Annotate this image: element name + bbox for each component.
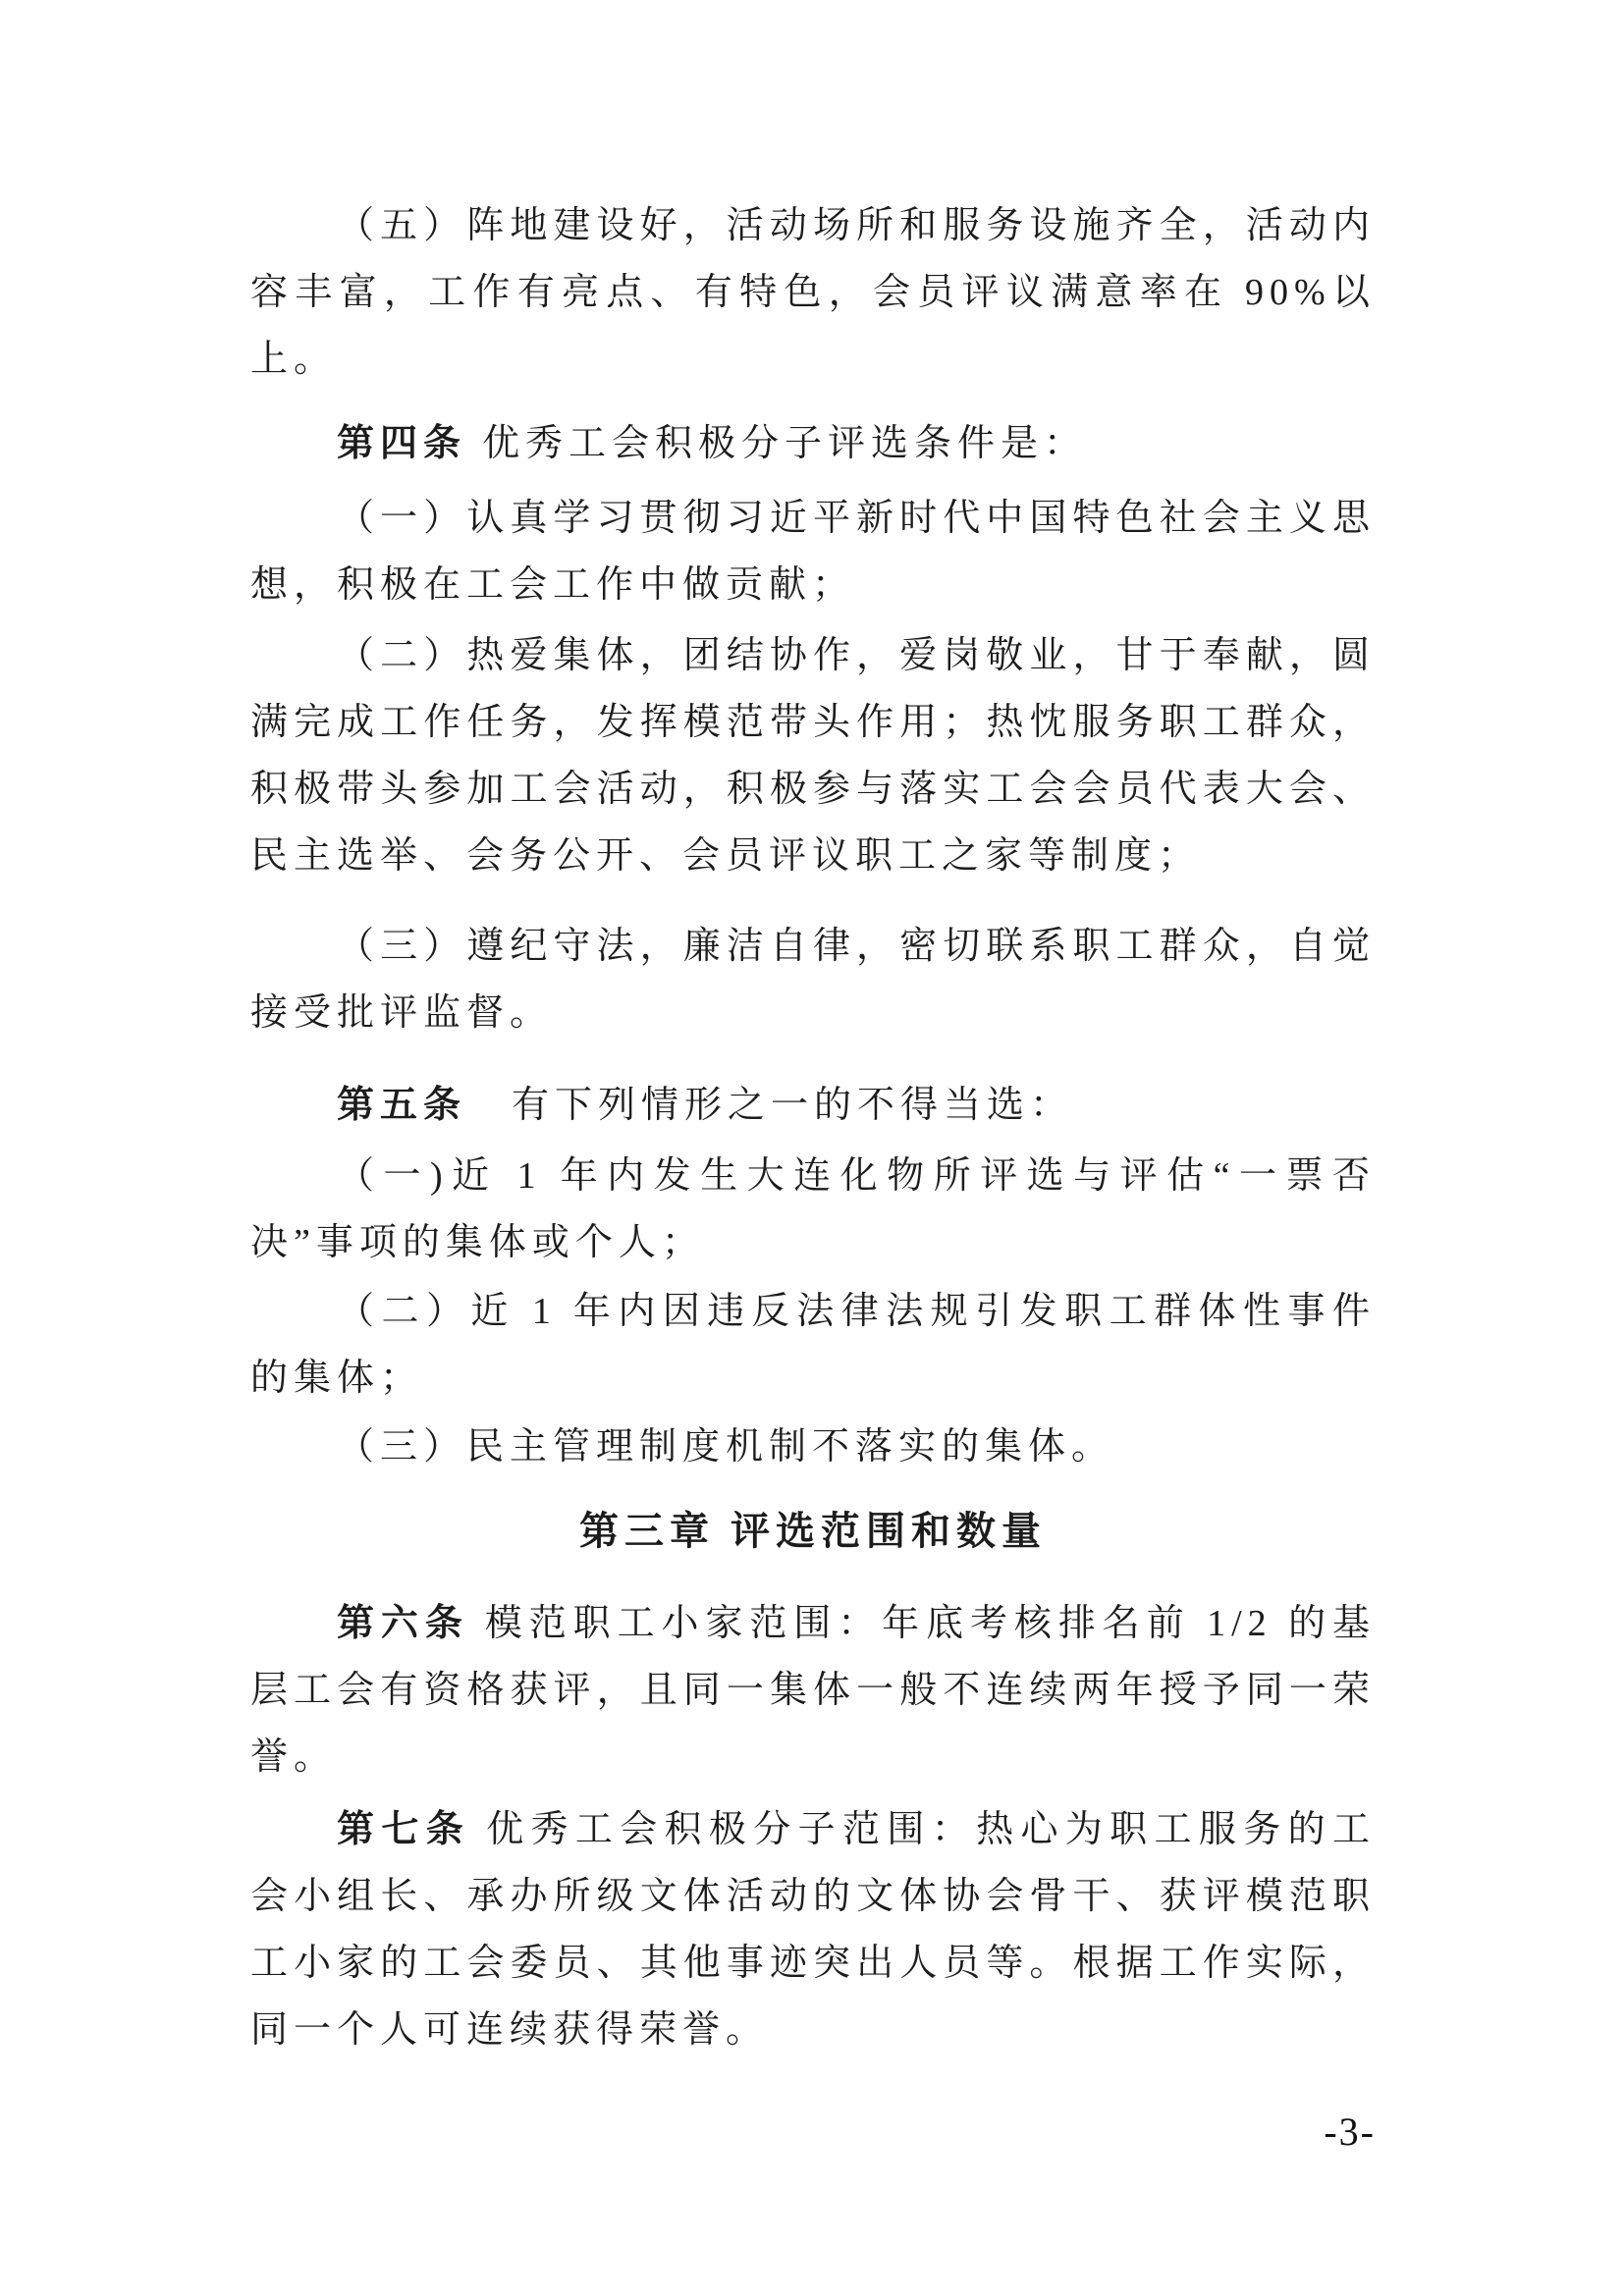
paragraph-item-2: [250, 622, 1376, 889]
paragraph-text: （三）民主管理制度机制不落实的集体。: [337, 1426, 1115, 1468]
article-4-paragraph: [250, 410, 1376, 477]
article-7-label: 第七条: [337, 1809, 471, 1850]
paragraph-text: 优秀工会积极分子评选条件是：: [482, 423, 1088, 464]
article-5-paragraph: [250, 1072, 1376, 1139]
article-4-label: 第四条: [337, 423, 467, 464]
paragraph-item-3: [250, 913, 1376, 1046]
paragraph-item-1: [250, 485, 1376, 618]
article-7-paragraph: [250, 1796, 1376, 2063]
paragraph-item-5: [250, 192, 1376, 393]
paragraph-text: 模范职工小家范围：年底考核排名前 1/2 的基层工会有资格获评，且同一集体一般不连续两年授予同一荣誉。: [250, 1603, 1376, 1778]
article-6-paragraph: [250, 1590, 1376, 1790]
paragraph-text: （五）阵地建设好，活动场所和服务设施齐全，活动内容丰富，工作有亮点、有特色，会员评议满意率在 90%以上。: [250, 205, 1376, 380]
paragraph-text: 优秀工会积极分子范围：热心为职工服务的工会小组长、承办所级文体活动的文体协会骨干、获评模范职工小家的工会委员、其他事迹突出人员等。根据工作实际，同一个人可连续获得荣誉。: [250, 1809, 1376, 2051]
paragraph-text: 有下列情形之一的不得当选：: [512, 1085, 1074, 1126]
paragraph-item-2b: [250, 1278, 1376, 1412]
article-5-label: 第五条: [337, 1085, 467, 1126]
paragraph-text: （二）近 1 年内因违反法律法规引发职工群体性事件的集体；: [250, 1291, 1376, 1399]
paragraph-item-1b: [250, 1143, 1376, 1276]
paragraph-item-3b: [250, 1414, 1376, 1480]
paragraph-text: （三）遵纪守法，廉洁自律，密切联系职工群众，自觉接受批评监督。: [250, 926, 1376, 1034]
paragraph-text: （一）认真学习贯彻习近平新时代中国特色社会主义思想，积极在工会工作中做贡献；: [250, 498, 1376, 606]
paragraph-text: （二）热爱集体，团结协作，爱岗敬业，甘于奉献，圆满完成工作任务，发挥模范带头作用；热忱服务职工群众，积极带头参加工会活动，积极参与落实工会会员代表大会、民主选举、会务公开、会员评议职工之家等制度；: [250, 635, 1376, 877]
document-body: [250, 192, 1376, 2063]
chapter-heading: 第三章 评选范围和数量: [579, 1509, 1047, 1553]
article-6-label: 第六条: [337, 1603, 469, 1644]
paragraph-text: （一)近 1 年内发生大连化物所评选与评估“一票否决”事项的集体或个人；: [250, 1155, 1376, 1263]
page-number: -3-: [1324, 2109, 1376, 2154]
